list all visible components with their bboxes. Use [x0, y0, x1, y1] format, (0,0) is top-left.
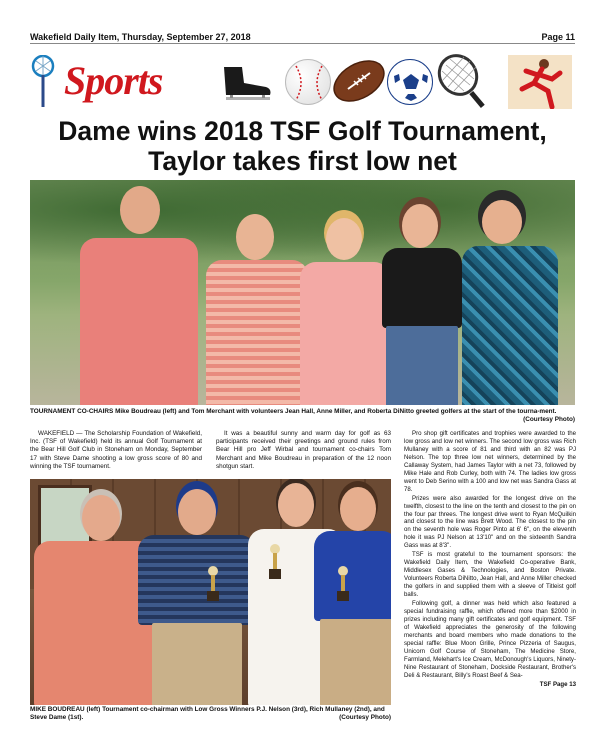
photo2-caption-text: MIKE BOUDREAU (left) Tournament co-chairman with Low Gross Winners P.J. Nelson (3rd), Rich Mullaney (2nd), and Steve Dame (1st).: [30, 706, 385, 721]
trophy-icon: [268, 543, 282, 584]
article-paragraph: TSF is most grateful to the tournament sponsors: the Wakefield Daily Item, the Wakefield Co-operative Bank, Middlesex Gases & Technologies, and Boston Private. Volunteers Roberta DiNitto, Jean Hall, and Anne Miller checked the golfers in and supplied them with a sleeve of Titleist golf balls.: [404, 551, 576, 599]
sports-banner: [30, 53, 575, 111]
photo2-caption: [30, 706, 391, 722]
page-number: Page 11: [541, 31, 575, 42]
trophy-icon: [336, 565, 350, 606]
article-paragraph: WAKEFIELD — The Scholarship Foundation of Wakefield, Inc. (TSF of Wakefield) held its annual Golf Tournament at the Bear Hill Golf Club in Stoneham on Monday, September 17 with Steve Dame shooting a low gross score of 80 and winning the TSF tournament.: [30, 430, 202, 470]
article-column-1: [30, 430, 202, 472]
jump-line: TSF Page 13: [539, 680, 576, 688]
article-paragraph: It was a beautiful sunny and warm day for golf as 63 participants received their greetings and ground rules from Bear Hill pro Jeff Wirbal and tournament co-chairs Tom Merchant and Mike Boudreau in preparation of the 12 noon shotgun start.: [216, 430, 391, 470]
football-icon: [330, 57, 388, 105]
runner-icon: [508, 55, 572, 109]
group-photo-winners: [30, 479, 391, 705]
headline-line-1: Dame wins 2018 TSF Golf Tournament,: [58, 116, 547, 146]
tennis-racket-icon: [434, 53, 490, 111]
headline-line-2: Taylor takes first low net: [148, 146, 457, 176]
soccer-ball-icon: [387, 59, 433, 105]
photo1-credit: (Courtesy Photo): [523, 416, 575, 423]
article-paragraph: Pro shop gift certificates and trophies were awarded to the low gross and low net winners. The second low gross was Rich Mullaney with a score of 81 and third with an 82 was PJ Nelson. The top three low net winners, determined by the Callaway System, had James Taylor with a net 73, followed by Mike Hale and Rob Curley, both with 74. The ladies low gross went to Deb Serino with a 100 and low net was Sandra Gass at 78.: [404, 430, 576, 493]
article-paragraph: Prizes were also awarded for the longest drive on the twelfth, closest to the line on the tenth and closest to the pin on the four par threes. The longest drive went to Ryan McQuilkin and closest to the line was Brett Wood. The closest to the pin on the seventh hole was Roger Pinto at 6' 6", on the eleventh hole it was PJ Nelson at 13'10" and on the sixteenth Sandra Gass was at 8'3".: [404, 494, 576, 550]
article-column-2: [216, 430, 391, 472]
article-paragraph: Following golf, a dinner was held which also featured a special fundraising raffle, which offered more than $2000 in prizes including many gift certificates and golf equipment. TSF of Wakefield appreciates the generosity of the following merchants and board members who made donations to the special raffle: Blue Moon Grille, Prince Pizzeria of Saugus, Unicorn Golf Course of Stoneham, The Medicine Store, Farmland, Melehart's Ice Cream, McDonough's Liquors, Ninety-Nine Restaurant of Stoneham, Dockside Restaurant, Brother's Deli & Restaurant, Billy's Roast Beef & Sea-: [404, 600, 576, 679]
ice-skate-icon: [220, 61, 274, 105]
article-column-3: [404, 430, 576, 689]
baseball-icon: [285, 59, 331, 105]
page-header: [30, 30, 575, 44]
photo2-credit: (Courtesy Photo): [339, 714, 391, 721]
photo1-caption: [30, 408, 575, 424]
photo1-caption-text: TOURNAMENT CO-CHAIRS Mike Boudreau (left) and Tom Merchant with volunteers Jean Hall, Anne Miller, and Roberta DiNitto greeted golfers at the start of the tourna-ment.: [30, 408, 557, 415]
headline: [30, 116, 575, 176]
group-photo-volunteers: [30, 180, 575, 405]
trophy-icon: [206, 565, 220, 606]
publication-dateline: Wakefield Daily Item, Thursday, September 27, 2018: [30, 31, 251, 42]
section-title: Sports: [64, 58, 163, 103]
lacrosse-stick-icon: [30, 55, 56, 107]
